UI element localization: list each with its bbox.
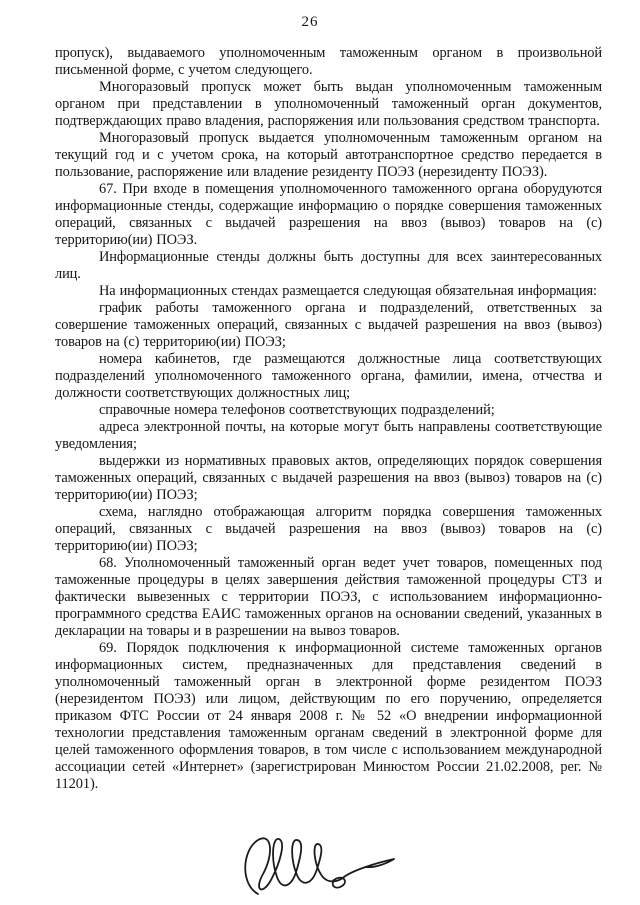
- paragraph: выдержки из нормативных правовых актов, определяющих порядок совершения таможенных операций, связанных с выдачей разрешения на ввоз (вывоз) товаров на (с) территорию(ии) ПОЭЗ;: [55, 453, 602, 503]
- paragraph: 67. При входе в помещения уполномоченного таможенного органа оборудуются информационные стенды, содержащие информацию о порядке совершения таможенных операций, связанных с выдачей разрешения на ввоз (вывоз) товаров на (с) территорию(ии) ПОЭЗ.: [55, 181, 602, 248]
- paragraph: справочные номера телефонов соответствующих подразделений;: [99, 402, 495, 418]
- paragraph: Многоразовый пропуск может быть выдан уполномоченным таможенным органом при представлении в уполномоченный таможенный орган документов, подтверждающих право владения, распоряжения или пользования средством транспорта.: [55, 79, 602, 129]
- signature-icon: [238, 834, 406, 900]
- paragraph: номера кабинетов, где размещаются должностные лица соответствующих подразделений уполномоченного таможенного органа, фамилии, имена, отчества и должности соответствующих должностных лиц;: [55, 351, 602, 401]
- paragraph: Информационные стенды должны быть доступны для всех заинтересованных лиц.: [55, 249, 602, 282]
- paragraph: 69. Порядок подключения к информационной системе таможенных органов информационных систем, предназначенных для представления сведений в уполномоченный таможенный орган в электронной форме резидентом ПОЭЗ (нерезидентом ПОЭЗ) или лицом, действующим по его поручению, определяется приказом ФТС России от 24 января 2008 г. № 52 «О внедрении информационной технологии представления таможенным органам сведений в электронной форме для целей таможенного оформления товаров, в том числе с использованием международной ассоциации сетей «Интернет» (зарегистрирован Минюстом России 21.02.2008, рег. № 11201).: [55, 640, 602, 792]
- paragraph: 68. Уполномоченный таможенный орган ведет учет товаров, помещенных под таможенные процедуры в целях завершения действия таможенной процедуры СТЗ и фактически вывезенных с территории ПОЭЗ, с использованием информационно-программного средства ЕАИС таможенных органов на основании сведений, указанных в декларации на товары и в разрешении на вывоз товаров.: [55, 555, 602, 639]
- signature: [238, 834, 406, 900]
- paragraph: график работы таможенного органа и подразделений, ответственных за совершение таможенных операций, связанных с выдачей разрешения на ввоз (вывоз) товаров на (с) территорию(ии) ПОЭЗ;: [55, 300, 602, 350]
- paragraph: адреса электронной почты, на которые могут быть направлены соответствующие уведомления;: [55, 419, 602, 452]
- page-number: 26: [301, 14, 319, 30]
- paragraph: На информационных стендах размещается следующая обязательная информация:: [99, 283, 597, 299]
- paragraph: схема, наглядно отображающая алгоритм порядка совершения таможенных операций, связанных с выдачей разрешения на ввоз (вывоз) товаров на (с) территорию(ии) ПОЭЗ;: [55, 504, 602, 554]
- paragraph: Многоразовый пропуск выдается уполномоченным таможенным органом на текущий год и с учетом срока, на который автотранспортное средство передается в пользование, распоряжение или владение резиденту ПОЭЗ (нерезиденту ПОЭЗ).: [55, 130, 602, 180]
- paragraph: пропуск), выдаваемого уполномоченным таможенным органом в произвольной письменной форме, с учетом следующего.: [55, 45, 602, 78]
- document-body: [55, 45, 602, 793]
